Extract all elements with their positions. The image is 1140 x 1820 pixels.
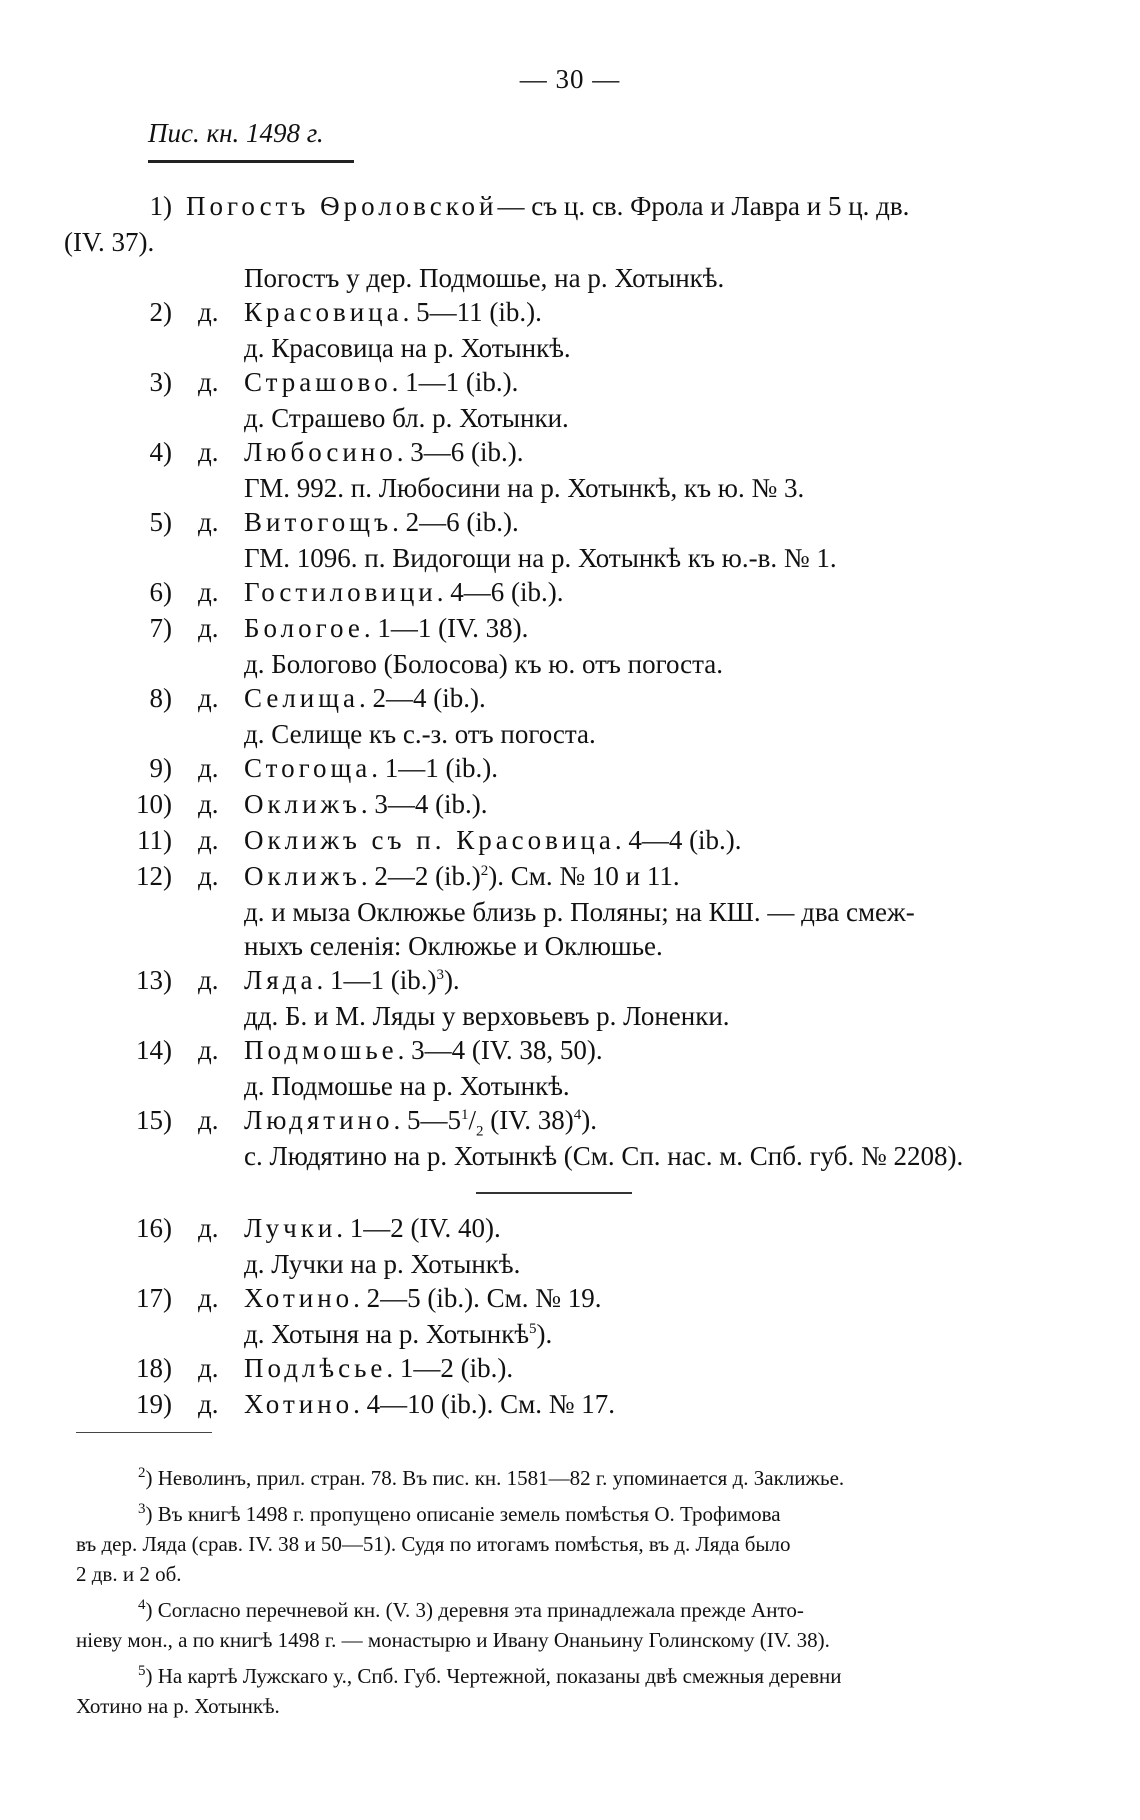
entry-name: Стогоща — [244, 753, 372, 783]
entry-name: Любосино — [244, 437, 397, 467]
entry-name: Ляда — [244, 965, 317, 995]
entry-name: Страшово — [244, 367, 392, 397]
entry-note: д. Красовица на р. Хотынкѣ. — [244, 333, 571, 363]
entry-note: ГМ. 992. п. Любосини на р. Хотынкѣ, къ ю. № 3. — [244, 473, 805, 503]
entry-abbr: д. — [198, 577, 219, 607]
footnote-text: ) Согласно перечневой кн. (V. 3) деревня эта принадлежала прежде Анто- — [145, 1598, 804, 1622]
entry-name: Подмошье — [244, 1035, 398, 1065]
entry-details: . 2—4 (ib.). — [359, 683, 486, 713]
footnote-ref[interactable]: 3 — [436, 967, 444, 983]
footnote-cont: 2 дв. и 2 об. — [76, 1562, 182, 1586]
entry-name: Оклижъ — [244, 789, 361, 819]
entry-abbr: д. — [198, 1035, 219, 1065]
entry-details-end: ). — [443, 965, 460, 995]
entry-abbr: д. — [198, 1213, 219, 1243]
entry-note: дд. Б. и М. Ляды у верховьевъ р. Лоненки. — [244, 1001, 730, 1031]
footnote-ref[interactable]: 5 — [529, 1321, 537, 1337]
entry-details: . 2—6 (ib.). — [392, 507, 519, 537]
footnote-mark: 2 — [138, 1465, 146, 1481]
footnote-mark: 3 — [138, 1501, 146, 1517]
entry-details: . 4—10 (ib.). См. № 17. — [353, 1389, 615, 1419]
entry-number: 13) — [136, 965, 172, 995]
entry-note: д. Страшево бл. р. Хотынки. — [244, 403, 569, 433]
footnote-mark: 4 — [138, 1597, 146, 1613]
entry-abbr: д. — [198, 1283, 219, 1313]
section-divider — [476, 1192, 632, 1194]
entry-details: . 2—2 (ib.) — [360, 861, 481, 891]
entry-number: 10) — [136, 789, 172, 819]
heading-underline — [148, 160, 354, 163]
page-number: — 30 — — [519, 64, 621, 94]
footnote-ref[interactable]: 2 — [480, 863, 489, 879]
entry-note-text: д. Хотыня на р. Хотынкѣ — [244, 1319, 530, 1349]
entry-name: Оклижъ — [244, 861, 361, 891]
entry-name: Подлѣсье — [244, 1353, 387, 1383]
entry-abbr: д. — [198, 825, 219, 855]
footnote-cont: ніеву мон., а по книгѣ 1498 г. — монастырю и Ивану Онаньину Голинскому (IV. 38). — [76, 1628, 830, 1652]
footnote-text: ) Въ книгѣ 1498 г. пропущено описаніе земель помѣстья О. Трофимова — [145, 1502, 781, 1526]
footnote — [138, 1500, 781, 1529]
entry-number: 1) — [149, 191, 172, 221]
entry-details: . 4—4 (ib.). — [614, 825, 742, 855]
entry-number: 14) — [136, 1035, 172, 1065]
entry-abbr: д. — [198, 1389, 219, 1419]
footnote — [138, 1464, 844, 1493]
entry-number: 4) — [149, 437, 172, 467]
footnote-mark: 5 — [138, 1663, 146, 1679]
entry-note: д. и мыза Оклюжье близь р. Поляны; на КШ. — два смеж- — [244, 897, 915, 927]
entry-details: . 3—4 (IV. 38, 50). — [397, 1035, 603, 1065]
entry-abbr: д. — [198, 861, 219, 891]
entry-number: 16) — [136, 1213, 172, 1243]
entry-details: . 5—11 (ib.). — [402, 297, 542, 327]
entry-note: д. Селище къ с.-з. отъ погоста. — [244, 719, 596, 749]
entry-number: 17) — [136, 1283, 172, 1313]
entry-name: Витогощъ — [244, 507, 393, 537]
entry-number: 19) — [136, 1389, 172, 1419]
entry-details-end: ). — [581, 1105, 597, 1135]
entry-details: . 1—1 (ib.). — [391, 367, 519, 397]
entry-details: . 2—5 (ib.). См. № 19. — [353, 1283, 602, 1313]
entry-details: . 1—1 (ib.) — [316, 965, 437, 995]
entry-details: . 1—2 (ib.). — [386, 1353, 514, 1383]
entry-name: Хотино — [244, 1283, 354, 1313]
entry-details: . 1—2 (IV. 40). — [336, 1213, 501, 1243]
entry-number: 6) — [149, 577, 172, 607]
entry-number: 18) — [136, 1353, 172, 1383]
entry-name: Гостиловици — [244, 577, 437, 607]
entry-details: . 1—1 (IV. 38). — [363, 613, 529, 643]
entry-note-end: ). — [536, 1319, 553, 1349]
entry-name: Красовица — [244, 297, 403, 327]
entry-name: Оклижъ съ п. Красовица — [244, 825, 615, 855]
entry-name: Бологое — [244, 613, 364, 643]
entry-note: д. Подмошье на р. Хотынкѣ. — [244, 1071, 570, 1101]
entry-abbr: д. — [198, 297, 219, 327]
entry-note-cont: ныхъ селенія: Оклюжье и Оклюшье. — [244, 931, 663, 961]
footnote — [138, 1596, 804, 1625]
entry-name: Лучки — [244, 1213, 337, 1243]
entry-number: 3) — [149, 367, 172, 397]
entry-note: ГМ. 1096. п. Видогощи на р. Хотынкѣ къ ю.-в. № 1. — [244, 543, 837, 573]
section-heading: Пис. кн. 1498 г. — [148, 118, 324, 148]
entry-number: 15) — [136, 1105, 172, 1135]
entry-details: — съ ц. св. Фрола и Лавра и 5 ц. дв. — [497, 191, 910, 221]
entry-abbr: д. — [198, 367, 219, 397]
footnote-cont: въ дер. Ляда (срав. IV. 38 и 50—51). Судя по итогамъ помѣстья, въ д. Ляда было — [76, 1532, 791, 1556]
entry-details: . 5—5 — [393, 1105, 461, 1135]
footnote-text: ) На картѣ Лужскаго у., Спб. Губ. Чертежной, показаны двѣ смежныя деревни — [145, 1664, 842, 1688]
entry-details-end: ). См. № 10 и 11. — [488, 861, 680, 891]
footnote — [138, 1662, 842, 1691]
entry-details: . 4—6 (ib.). — [436, 577, 564, 607]
entry-name: Погостъ Ѳроловской — [186, 191, 498, 221]
entry-note: д. Лучки на р. Хотынкѣ. — [244, 1249, 521, 1279]
entry-abbr: д. — [198, 789, 219, 819]
entry-number: 9) — [149, 753, 172, 783]
entry-abbr: д. — [198, 437, 219, 467]
entry-note — [244, 1318, 552, 1350]
entry-details: . 1—1 (ib.). — [371, 753, 499, 783]
fraction-denominator: 2 — [475, 1123, 484, 1140]
entry-details: . 3—6 (ib.). — [396, 437, 524, 467]
entry-details: . 3—4 (ib.). — [360, 789, 488, 819]
footnote-cont: Хотино на р. Хотынкѣ. — [76, 1694, 280, 1718]
entry-note: с. Людятино на р. Хотынкѣ (См. Сп. нас. м. Спб. губ. № 2208). — [244, 1141, 964, 1171]
footnote-separator — [76, 1432, 212, 1433]
document-page: — 30 — Пис. кн. 1498 г. 1) Погостъ Ѳроловской— съ ц. св. Фрола и Лавра и 5 ц. дв. (IV. 37). Погостъ у дер. Подмошье, на р. Хотынкѣ. 2) д. Красовица. 5—11 (ib.). д. Красовица на р. Хотынкѣ. 3) д. Страшово. 1—1 (ib.). д. Страшево бл. р. Хотынки. 4) д. Любосино. 3—6 (ib.). ГМ. 992. п. Любосини на р. Хотынкѣ, къ ю. № 3. 5) д. Витогощъ. 2—6 (ib.). ГМ. 1096. п. Видогощи на р. Хотынкѣ къ ю.-в. № 1. 6) д. Гостиловици. 4—6 (ib.). 7) д. Бологое. 1—1 (IV. 38). д. Бологово (Болосова) къ ю. отъ погоста. 8) д. Селища. 2—4 (ib.). д. Селище къ с.-з. отъ погоста. 9) д. Стогоща. 1—1 (ib.). 10) д. Оклижъ. 3—4 (ib.). 11) д. Оклижъ съ п. Красовица. 4—4 (ib.). 12) д. Оклижъ. 2—2 $(ib.)^2$). См. № 10 и 11. д. и мыза Оклюжье близь р. Поляны; на КШ. — два смеж- ныхъ селенія: Оклюжье и Оклюшье. 13) д. Ляда. 1—1 $(ib.)^3$). дд. Б. и М. Ляды у верховьевъ р. Лоненки. 14) д. Подмошье. 3—4 (IV. 38, 50). д. Подмошье на р. Хотынкѣ. 15) д. Людятино. $5—5^1/_2$ (IV. 38)$^4$). с. Людятино на р. Хотынкѣ (См. Сп. нас. м. Спб. губ. № 2208). 16) д. Лучки. 1—2 (IV. 40). д. Лучки на р. Хотынкѣ. 17) д. Хотино. 2—5 (ib.). См. № 19. д. Хотыня на р. Хотынкѣ$^5$). 18) д. Подлѣсье. 1—2 (ib.). 19) д. Хотино. 4—10 (ib.). См. № 17. $^2$) Неволинъ, прил. стран. 78. Въ пис. кн. 1581—82 г. упоминается д. Заклижье. $^3$) Въ книгѣ 1498 г. пропущено описаніе земель помѣстья О. Трофимова въ дер. Ляда (срав. IV. 38 и 50—51). Судя по итогамъ помѣстья, въ д. Ляда было 2 дв. и 2 об. $^4$) Согласно перечневой кн. (V. 3) деревня эта принадлежала прежде Анто- ніеву мон., а по книгѣ 1498 г. — монастырю и Ивану Онаньину Голинскому (IV. 38). $^5$) На картѣ Лужскаго у., Спб. Губ. Чертежной, показаны двѣ смежныя деревни Хотино на р. Хотынкѣ. — [0, 0, 1140, 1820]
entry-number: 5) — [149, 507, 172, 537]
entry-name: Селища — [244, 683, 360, 713]
footnote-text: ) Неволинъ, прил. стран. 78. Въ пис. кн. 1581—82 г. упоминается д. Заклижье. — [145, 1466, 845, 1490]
entry-details-mid: (IV. 38) — [483, 1105, 574, 1135]
entry-number: 12) — [136, 861, 172, 891]
entry-abbr: д. — [198, 1353, 219, 1383]
entry-name: Хотино — [244, 1389, 354, 1419]
entry-note: Погостъ у дер. Подмошье, на р. Хотынкѣ. — [244, 263, 725, 293]
entry-name: Людятино — [244, 1105, 394, 1135]
entry-abbr: д. — [198, 965, 219, 995]
entry-number: 2) — [149, 297, 172, 327]
entry-abbr: д. — [198, 507, 219, 537]
entry-abbr: д. — [198, 683, 219, 713]
entry-note: д. Бологово (Болосова) къ ю. отъ погоста. — [244, 649, 723, 679]
footnote-ref[interactable]: 4 — [573, 1107, 582, 1123]
entry-number: 7) — [149, 613, 172, 643]
fraction-numerator: 1 — [460, 1107, 469, 1123]
entry-abbr: д. — [198, 753, 219, 783]
entry-continuation: (IV. 37). — [64, 227, 155, 257]
entry-number: 8) — [149, 683, 172, 713]
entry-abbr: д. — [198, 613, 219, 643]
entry-abbr: д. — [198, 1105, 219, 1135]
entry-number: 11) — [137, 825, 172, 855]
